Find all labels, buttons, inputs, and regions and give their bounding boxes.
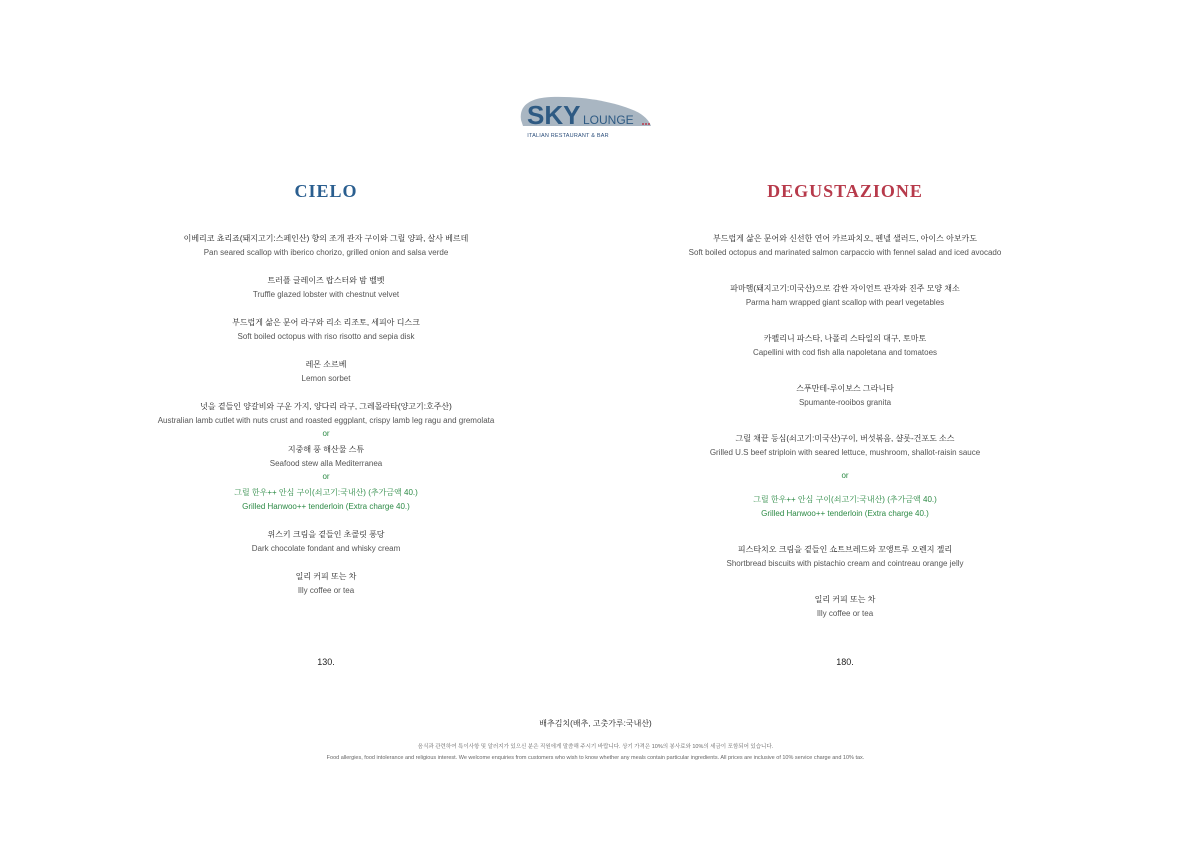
menu-item (600, 282, 1090, 310)
allergy-note-ko: 음식과 관련하여 특이사항 및 알러지가 있으신 분은 직원에게 말씀해 주시기 바랍니다. 상기 가격은 10%의 봉사료와 10%의 세금이 포함되어 있습니다. (417, 744, 774, 750)
item-ko: 카펠리니 파스타, 나폴리 스타일의 대구, 토마토 (763, 334, 927, 343)
degustazione-title: DEGUSTAZIONE (767, 181, 923, 201)
item-en: Capellini with cod fish alla napoletana and tomatoes (752, 348, 938, 357)
logo-dot (642, 123, 644, 125)
item-ko: 일리 커피 또는 차 (814, 595, 876, 604)
allergy-note-en: Food allergies, food intolerance and religious interest. We welcome enquiries from customers who wish to know whether any meals contain particular ingredients. All prices are inclusive of 10% service charge and 10% tax. (326, 755, 865, 761)
item-ko: 지중해 풍 해산물 스튜 (287, 445, 365, 454)
menu-item-extra-charge (600, 493, 1090, 521)
item-ko: 부드럽게 삶은 문어와 신선한 연어 카르파치오, 펜넬 샐러드, 아이스 아보카도 (712, 234, 977, 243)
item-ko: 넛을 곁들인 양갈비와 구운 가지, 양다리 라구, 그레몰라타(양고기:호주산) (200, 402, 452, 411)
item-en: Shortbread biscuits with pistachio cream and cointreau orange jelly (726, 559, 964, 568)
item-ko: 그릴 채끝 등심(쇠고기:미국산)구이, 버섯볶음, 샬롯-건포도 소스 (735, 434, 955, 443)
item-ko: 피스타치오 크림을 곁들인 쇼트브레드와 꼬앵트루 오렌지 젤리 (737, 545, 953, 554)
item-ko: 그릴 한우++ 안심 구이(쇠고기:국내산) (추가금액 40.) (234, 488, 418, 497)
item-ko: 트러플 글레이즈 랍스터와 밤 벨벳 (267, 276, 385, 285)
menu-item (90, 443, 562, 471)
menu-item (600, 432, 1090, 460)
item-en: Grilled Hanwoo++ tenderloin (Extra charge 40.) (761, 509, 929, 518)
logo-tagline: ITALIAN RESTAURANT & BAR (527, 133, 609, 139)
logo-brand-sub: LOUNGE (583, 113, 634, 127)
item-ko: 스푸만테-루이보스 그라니타 (796, 384, 894, 393)
kimchi-origin-note: 배추김치(배추, 고춧가루:국내산) (539, 719, 652, 728)
item-ko: 이베리코 쵸리죠(돼지고기:스페인산) 향의 조개 관자 구이와 그릴 양파, 살사 베르데 (183, 234, 469, 243)
item-en: Lemon sorbet (301, 374, 351, 383)
cielo-price: 130. (317, 657, 335, 667)
item-en: Grilled U.S beef striploin with seared lettuce, mushroom, shallot-raisin sauce (709, 448, 981, 457)
menu-item (600, 543, 1090, 571)
logo-dot (648, 123, 650, 125)
menu-item (90, 358, 562, 386)
menu-item (90, 528, 562, 556)
cielo-menu (90, 180, 562, 612)
cielo-title: CIELO (294, 181, 358, 201)
item-ko: 위스키 크림을 곁들인 초콜릿 퐁당 (267, 530, 385, 539)
item-en: Illy coffee or tea (816, 609, 874, 618)
or-separator: or (322, 429, 330, 438)
item-en: Soft boiled octopus with riso risotto and sepia disk (237, 332, 415, 341)
menu-item (600, 232, 1090, 260)
item-ko: 그릴 한우++ 안심 구이(쇠고기:국내산) (추가금액 40.) (753, 495, 937, 504)
item-ko: 부드럽게 삶은 문어 라구와 리소 리조토, 세피아 디스크 (232, 318, 420, 327)
item-en: Dark chocolate fondant and whisky cream (251, 544, 401, 553)
menu-item (90, 400, 562, 428)
menu-item (600, 593, 1090, 621)
menu-item (90, 316, 562, 344)
item-en: Pan seared scallop with iberico chorizo, grilled onion and salsa verde (203, 248, 449, 257)
item-en: Australian lamb cutlet with nuts crust and roasted eggplant, crispy lamb leg ragu and gremolata (157, 416, 495, 425)
logo-brand: SKY (527, 100, 581, 130)
item-ko: 파마햄(돼지고기:미국산)으로 감싼 자이언트 관자와 진주 모양 채소 (730, 284, 960, 293)
item-en: Soft boiled octopus and marinated salmon carpaccio with fennel salad and iced avocado (688, 248, 1002, 257)
menu-item (90, 570, 562, 598)
menu-item (600, 332, 1090, 360)
or-separator: or (841, 471, 849, 480)
menu-item (90, 274, 562, 302)
item-en: Grilled Hanwoo++ tenderloin (Extra charge 40.) (242, 502, 410, 511)
item-ko: 일리 커피 또는 차 (295, 572, 357, 581)
logo-dot (645, 123, 647, 125)
item-en: Seafood stew alla Mediterranea (269, 459, 383, 468)
menu-item-extra-charge (90, 486, 562, 514)
menu-item (600, 382, 1090, 410)
menu-item (90, 232, 562, 260)
degustazione-price: 180. (836, 657, 854, 667)
item-en: Spumante-rooibos granita (798, 398, 892, 407)
degustazione-menu (600, 180, 1090, 643)
item-ko: 레몬 소르베 (305, 360, 347, 369)
item-en: Parma ham wrapped giant scallop with pearl vegetables (745, 298, 945, 307)
item-en: Truffle glazed lobster with chestnut velvet (252, 290, 400, 299)
or-separator: or (322, 472, 330, 481)
item-en: Illy coffee or tea (297, 586, 355, 595)
